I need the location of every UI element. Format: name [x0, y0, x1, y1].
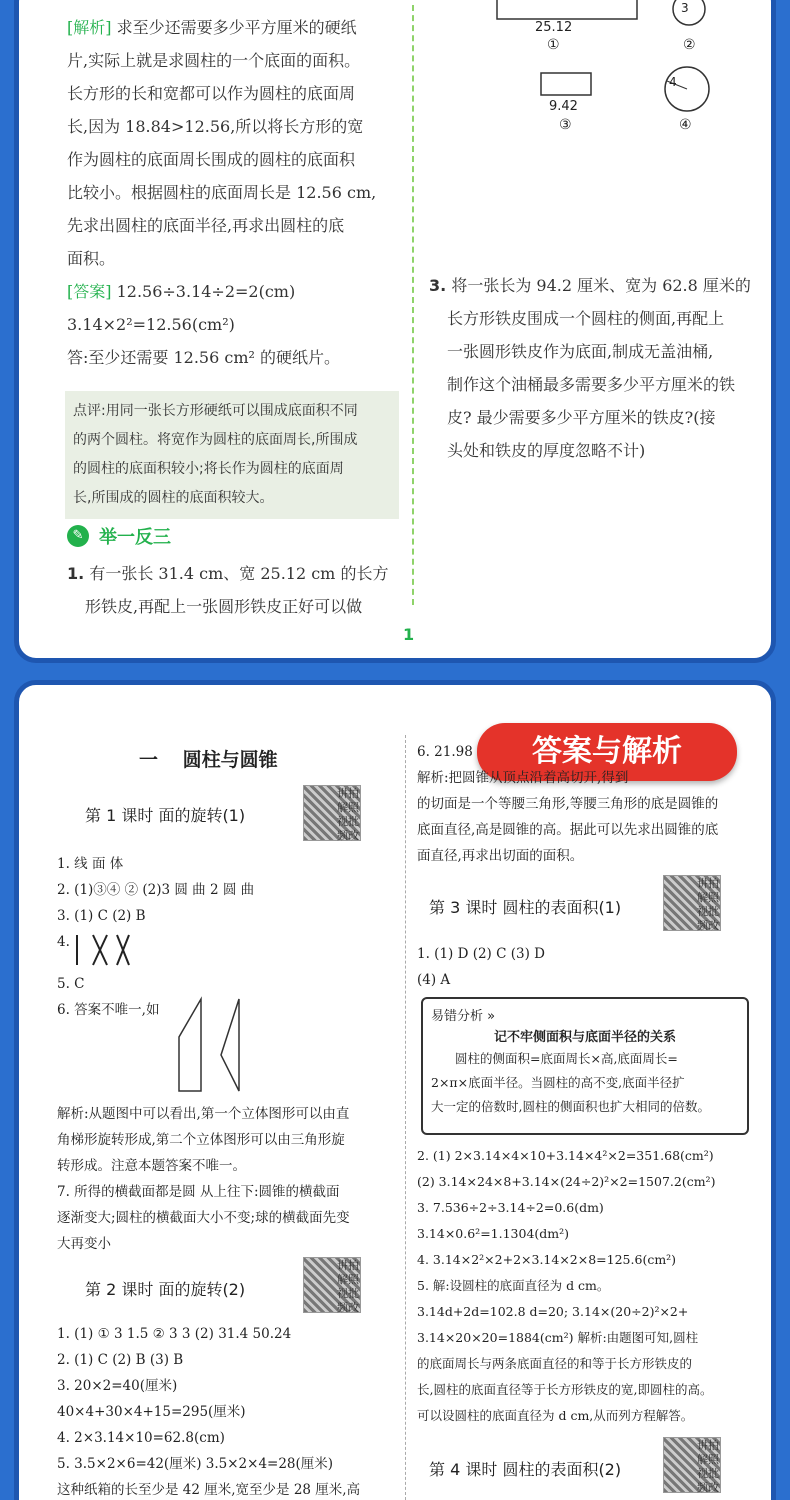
question-line: 头处和铁皮的厚度忽略不计)	[447, 441, 646, 460]
answer-list-right-c	[417, 1143, 715, 1429]
answer-line: 逐渐变大;圆柱的横截面大小不变;球的横截面先变	[57, 1210, 350, 1226]
figure-label: 25.12	[535, 20, 573, 35]
column-divider	[405, 735, 406, 1500]
answer-line: 3.14×2²=12.56(cm²)	[67, 315, 235, 334]
column-divider	[412, 5, 414, 605]
page-number: 1	[403, 625, 415, 644]
question-line: 一张圆形铁皮作为底面,制成无盖油桶,	[447, 342, 714, 361]
section-title: 举一反三	[99, 527, 171, 548]
answer-line: (4) A	[417, 972, 451, 988]
error-tag: 易错分析 »	[431, 1009, 496, 1024]
answer-line: 5. C	[57, 976, 85, 992]
qr-label: 讲拍解照视批频改	[697, 877, 719, 932]
analysis-line: 面积。	[67, 249, 116, 268]
qr-label: 讲拍解照视批频改	[337, 787, 359, 842]
answer-line: 3. 20×2=40(厘米)	[57, 1378, 178, 1394]
qr-label: 讲拍解照视批频改	[697, 1439, 719, 1494]
answer-line: 4.	[57, 934, 70, 950]
analysis-line: 先求出圆柱的底面半径,再求出圆柱的底	[67, 216, 345, 235]
figure-number: ②	[683, 37, 696, 53]
question-line: 制作这个油桶最多需要多少平方厘米的铁	[447, 375, 736, 394]
answer-line: 6. 21.98	[417, 744, 473, 760]
answer-line: 底面直径,高是圆锥的高。据此可以先求出圆锥的底	[417, 822, 719, 838]
answer-line: 2. (1) 2×3.14×4×10+3.14×4²×2=351.68(cm²)	[417, 1148, 714, 1163]
analysis-line: 片,实际上就是求圆柱的一个底面的面积。	[67, 51, 361, 70]
answer-line: 转形成。注意本题答案不唯一。	[57, 1158, 246, 1174]
question-number: 1.	[67, 564, 85, 583]
answer-line: 2. (1)③④ ② (2)3 圆 曲 2 圆 曲	[57, 882, 255, 898]
rotation-shapes-figure	[169, 995, 269, 1095]
error-title: 记不牢侧面积与底面半径的关系	[493, 1030, 676, 1045]
question-line: 皮? 最少需要多少平方厘米的铁皮?(接	[447, 408, 716, 427]
answer-line: 答:至少还需要 12.56 cm² 的硬纸片。	[67, 348, 341, 367]
figure-label: 9.42	[549, 99, 578, 114]
question-line: 将一张长为 94.2 厘米、宽为 62.8 厘米的	[451, 276, 751, 295]
lesson-title: 第 4 课时 圆柱的表面积(2)	[429, 1460, 622, 1479]
error-line: 圆柱的侧面积=底面周长×高,底面周长=	[455, 1051, 678, 1066]
question-line: 有一张长 31.4 cm、宽 25.12 cm 的长方	[89, 564, 389, 583]
pencil-icon: ✎	[67, 525, 89, 547]
answer-line: 长,圆柱的底面直径等于长方形铁皮的宽,即圆柱的高。	[417, 1382, 713, 1397]
exercise-page-panel	[14, 0, 776, 663]
answer-line: 解析:把圆锥从顶点沿着高切开,得到	[417, 770, 629, 786]
analysis-block	[67, 11, 407, 374]
answer-line: 大再变小	[57, 1236, 111, 1252]
figure-set	[429, 0, 759, 139]
analysis-line: 比较小。根据圆柱的底面周长是 12.56 cm,	[67, 183, 377, 202]
comment-box	[65, 391, 399, 519]
answer-line: 1. (1) ① 3 1.5 ② 3 3 (2) 31.4 50.24	[57, 1326, 292, 1342]
answer-line: 3.14×20×20=1884(cm²) 解析:由题图可知,圆柱	[417, 1330, 699, 1345]
comment-line: 点评:用同一张长方形硬纸可以围成底面积不同	[73, 403, 358, 419]
answer-line: 40×4+30×4+15=295(厘米)	[57, 1404, 246, 1420]
analysis-line: 长,因为 18.84>12.56,所以将长方形的宽	[67, 117, 364, 136]
answer-line: 2. (1) C (2) B (3) B	[57, 1352, 184, 1368]
answer-line: 6. 答案不唯一,如	[57, 1002, 160, 1018]
answer-list-right-a	[417, 739, 718, 869]
chapter-title: 一 圆柱与圆锥	[139, 749, 278, 771]
analysis-line: 求至少还需要多少平方厘米的硬纸	[116, 18, 357, 37]
question-line: 形铁皮,再配上一张圆形铁皮正好可以做	[85, 597, 363, 616]
lesson-title: 第 2 课时 面的旋转(2)	[85, 1280, 246, 1299]
error-analysis-box	[421, 997, 749, 1135]
answer-line: 3.14d+2d=102.8 d=20; 3.14×(20÷2)²×2+	[417, 1304, 689, 1319]
answer-line: 角梯形旋转形成,第二个立体图形可以由三角形旋	[57, 1132, 345, 1148]
answer-line: 4. 2×3.14×10=62.8(cm)	[57, 1430, 225, 1446]
section-header	[67, 523, 171, 549]
answer-line: 3. 7.536÷2÷3.14÷2=0.6(dm)	[417, 1200, 604, 1215]
qr-label: 讲拍解照视批频改	[337, 1259, 359, 1314]
answer-line: 7. 所得的横截面都是圆 从上往下:圆锥的横截面	[57, 1184, 340, 1200]
answer-list-right-b	[417, 941, 545, 993]
answer-list-b	[57, 1101, 350, 1257]
rectangle-figure-3	[541, 73, 591, 95]
figure-label: 3	[681, 1, 689, 15]
rectangle-figure-1	[497, 0, 637, 19]
answer-line: 的底面周长与两条底面直径的和等于长方形铁皮的	[417, 1356, 693, 1371]
answer-line: 5. 解:设圆柱的底面直径为 d cm。	[417, 1278, 610, 1293]
answer-line: 这种纸箱的长至少是 42 厘米,宽至少是 28 厘米,高	[57, 1482, 361, 1498]
question-3	[429, 269, 774, 467]
analysis-line: 作为圆柱的底面周长围成的圆柱的底面积	[67, 150, 356, 169]
answer-line: 12.56÷3.14÷2=2(cm)	[116, 282, 296, 301]
answer-line: 解析:从题图中可以看出,第一个立体图形可以由直	[57, 1106, 350, 1122]
error-line: 大一定的倍数时,圆柱的侧面积也扩大相同的倍数。	[431, 1099, 710, 1114]
matching-lines-icon	[71, 931, 141, 971]
question-1	[67, 557, 407, 623]
comment-line: 的两个圆柱。将宽作为圆柱的底面周长,所围成	[73, 432, 358, 448]
answer-line: 面直径,再求出切面的面积。	[417, 848, 584, 864]
comment-line: 的圆柱的底面积较小;将长作为圆柱的底面周	[73, 461, 344, 477]
answer-page-panel	[14, 680, 776, 1500]
figure-number: ④	[679, 117, 692, 133]
answer-tag: [答案]	[67, 282, 112, 301]
question-number: 3.	[429, 276, 447, 295]
answer-line: 3.14×0.6²=1.1304(dm²)	[417, 1226, 570, 1241]
answer-line: 5. 3.5×2×6=42(厘米) 3.5×2×4=28(厘米)	[57, 1456, 334, 1472]
figure-number: ③	[559, 117, 572, 133]
analysis-tag: [解析]	[67, 18, 112, 37]
answer-line: 4. 3.14×2²×2+2×3.14×2×8=125.6(cm²)	[417, 1252, 677, 1267]
lesson-title: 第 1 课时 面的旋转(1)	[85, 806, 246, 825]
answer-line: 1. 线 面 体	[57, 856, 124, 872]
answer-line: 的切面是一个等腰三角形,等腰三角形的底是圆锥的	[417, 796, 719, 812]
comment-line: 长,所围成的圆柱的底面积较大。	[73, 490, 274, 506]
banner-text: 答案与解析	[532, 734, 682, 769]
analysis-line: 长方形的长和宽都可以作为圆柱的底面周	[67, 84, 356, 103]
answer-line: 可以设圆柱的底面直径为 d cm,从而列方程解答。	[417, 1408, 694, 1423]
answer-line: 1. (1) D (2) C (3) D	[417, 946, 545, 962]
question-line: 长方形铁皮围成一个圆柱的侧面,再配上	[447, 309, 725, 328]
lesson-title: 第 3 课时 圆柱的表面积(1)	[429, 898, 622, 917]
answer-line: (2) 3.14×24×8+3.14×(24÷2)²×2=1507.2(cm²)	[417, 1174, 716, 1189]
answer-line: 3. (1) C (2) B	[57, 908, 146, 924]
error-line: 2×π×底面半径。当圆柱的高不变,底面半径扩	[431, 1075, 685, 1090]
figure-number: ①	[547, 37, 560, 53]
figure-label: 4	[669, 75, 677, 89]
answer-list-c	[57, 1321, 360, 1500]
circle-figure-2	[673, 0, 705, 25]
